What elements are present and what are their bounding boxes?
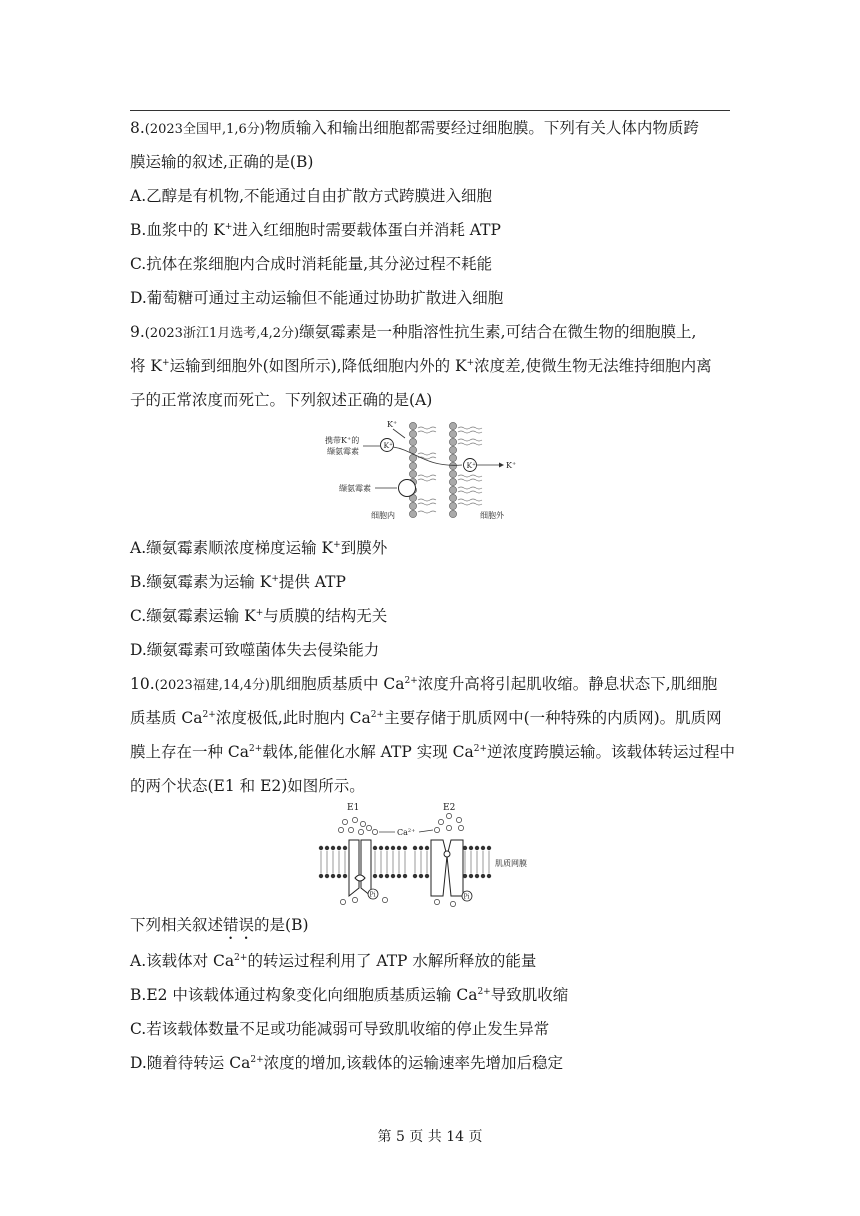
- svg-text:K+: K+: [466, 461, 476, 470]
- svg-text:Pi: Pi: [463, 893, 470, 901]
- label-ca: $Ca^{2+}$: [397, 828, 416, 837]
- q8-option-c: C.抗体在浆细胞内合成时消耗能量,其分泌过程不耗能: [130, 255, 493, 273]
- label-e2: E2: [443, 803, 456, 813]
- q10-stem-line2: 质基质 $Ca^{2+}$浓度极低,此时胞内 $Ca^{2+}$主要存储于肌质网中(一种特殊的内质网)。肌质网: [130, 709, 722, 727]
- q10-stem-line1: 10.(2023福建,14,4分)肌细胞质基质中 $Ca^{2+}$浓度升高将引起肌收缩。静息状态下,肌细胞: [130, 675, 718, 693]
- membrane-top-heads: [319, 846, 491, 850]
- q8-option-a: A.乙醇是有机物,不能通过自由扩散方式跨膜进入细胞: [130, 187, 493, 205]
- emphasis-wrong: 错误: [223, 916, 255, 934]
- q9-option-b: B.缬氨霉素为运输 K+提供 ATP: [130, 573, 346, 591]
- label-valinomycin: 缬氨霉素: [339, 484, 371, 493]
- q9-stem-line1: 9.(2023浙江1月选考,4,2分)缬氨霉素是一种脂溶性抗生素,可结合在微生物的细胞膜上,: [130, 323, 697, 341]
- label-e1: E1: [347, 803, 360, 813]
- membrane-bottom-heads: [319, 874, 491, 878]
- q9-option-a: A.缬氨霉素顺浓度梯度运输 K+到膜外: [130, 539, 388, 557]
- q10-stem-line3: 膜上存在一种 $Ca^{2+}$载体,能催化水解 ATP 实现 $Ca^{2+}$逆浓度跨膜运输。该载体转运过程中: [130, 743, 736, 761]
- valinomycin-diagram: [325, 418, 540, 523]
- k-entry-arrow: [393, 429, 405, 438]
- q9-stem-line3: 子的正常浓度而死亡。下列叙述正确的是(A): [130, 391, 433, 409]
- calcium-carrier-diagram: [315, 800, 535, 910]
- svg-text:K+: K+: [383, 441, 393, 450]
- label-carrier-line2: 缬氨霉素: [327, 447, 359, 456]
- carrier-e2: [431, 840, 463, 896]
- q8-option-b: B.血浆中的 K+进入红细胞时需要载体蛋白并消耗 ATP: [130, 221, 501, 239]
- q9-option-c: C.缬氨霉素运输 K+与质膜的结构无关: [130, 607, 388, 625]
- q10-option-a: A.该载体对 $Ca^{2+}$的转运过程利用了 ATP 水解所释放的能量: [130, 952, 537, 970]
- ca-ions-bottom: [340, 897, 455, 906]
- carrier-e1: [349, 840, 371, 896]
- membrane-heads-left: [409, 422, 416, 517]
- label-carrier-line1: 携带K+的: [325, 436, 360, 445]
- lipid-tails-left: [418, 427, 436, 513]
- label-outside: 细胞外: [480, 511, 504, 520]
- q8-option-d: D.葡萄糖可通过主动运输但不能通过协助扩散进入细胞: [130, 289, 504, 307]
- label-inside: 细胞内: [371, 511, 395, 520]
- k-top-label: K+: [387, 420, 398, 429]
- q10-question: 下列相关叙述错误的是(B): [130, 916, 309, 934]
- q8-stem-line1: 8.(2023全国甲,1,6分)物质输入和输出细胞都需要经过细胞膜。下列有关人体内物质跨: [130, 119, 699, 137]
- k-out-label: K+: [506, 461, 517, 470]
- q9-option-d: D.缬氨霉素可致噬菌体失去侵染能力: [130, 641, 380, 659]
- q10-option-d: D.随着待转运 $Ca^{2+}$浓度的增加,该载体的运输速率先增加后稳定: [130, 1054, 564, 1072]
- page-footer: 第 5 页 共 14 页: [377, 1129, 483, 1145]
- membrane-tails: [321, 851, 489, 873]
- valinomycin-circle: [399, 480, 416, 497]
- q9-stem-line2: 将 K+运输到细胞外(如图所示),降低细胞内外的 K+浓度差,使微生物无法维持细胞内离: [130, 357, 712, 375]
- header-rule: [130, 110, 730, 111]
- q10-option-b: B.E2 中该载体通过构象变化向细胞质基质运输 $Ca^{2+}$导致肌收缩: [130, 986, 569, 1004]
- q10-stem-line4: 的两个状态(E1 和 E2)如图所示。: [130, 777, 365, 795]
- q8-stem-line2: 膜运输的叙述,正确的是(B): [130, 153, 314, 171]
- membrane-heads-right: [449, 422, 456, 517]
- q10-option-c: C.若该载体数量不足或功能减弱可导致肌收缩的停止发生异常: [130, 1020, 550, 1038]
- svg-text:Pi: Pi: [369, 891, 376, 899]
- label-membrane: 肌质网膜: [495, 859, 527, 868]
